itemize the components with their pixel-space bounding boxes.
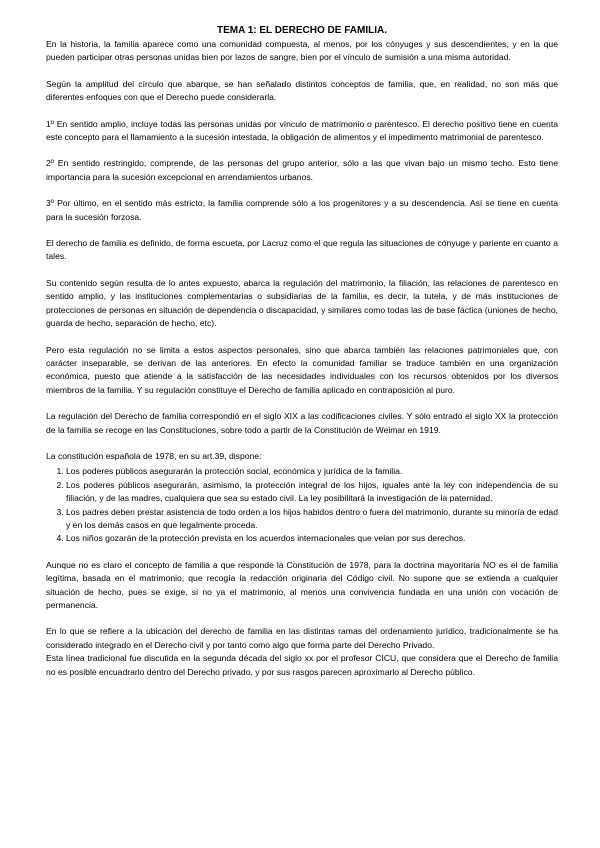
paragraph-private-law-placement: En lo que se refiere a la ubicación del derecho de familia en las distintas ramas del ordenamiento jurídico, tradicionalmente se ha considerado integrado en el Derecho civil y por tanto como algo que forma parte del Derecho Privado. [46, 626, 558, 650]
paragraph-cicu-discussion: Esta línea tradicional fue discutida en la segunda década del siglo xx por el profesor CICU, que considera que el Derecho de familia no es posible encuadrarlo dentro del Derecho privado, y por sus rasgos parecen aproximarlo al Derecho público. [46, 653, 558, 677]
list-item: 1. Los poderes públicos asegurarán la protección social, económica y jurídica de la familia. [66, 465, 558, 478]
paragraph-strict-sense: 3º Por último, en el sentido más estricto, la familia comprende sólo a los progenitores y a su descendencia. Así se tiene en cuenta para la sucesión forzosa. [46, 198, 558, 222]
paragraph-lacruz-definition: El derecho de familia es definido, de forma escueta, por Lacruz como el que regula las situaciones de cónyuge y pariente en cuanto a tales. [46, 238, 558, 262]
document-title: TEMA 1: EL DERECHO DE FAMILIA. [216, 25, 387, 36]
paragraph-restricted-sense: 2º En sentido restringido, comprende, de las personas del grupo anterior, sólo a las que vivan bajo un mismo techo. Esto tiene importancia para la sucesión excepcional en arrendamientos urbanos. [46, 158, 558, 182]
paragraph-family-history: En la historia, la familia aparece como una comunidad compuesta, al menos, por los cónyuges y sus descendientes, y en la que pueden participar otras personas unidas bien por lazos de sangre, bien por el vínculo de sumisión a una misma autoridad. [46, 39, 558, 63]
paragraph-broad-sense: 1º En sentido amplio, incluye todas las personas unidas por vínculo de matrimonio o parentesco. El derecho positivo tiene en cuenta este concepto para el llamamiento a la sucesión intestada, la obligación de alimentos y el impedimento matrimonial de parentesco. [46, 118, 558, 143]
paragraph-family-concepts: Según la amplitud del círculo que abarque, se han señalado distintos conceptos de familia, que, en realidad, no son más que diferentes enfoques con que el Derecho puede considerarla. [46, 78, 558, 103]
constitution-article-list [46, 465, 558, 545]
list-item: 3. Los padres deben prestar asistencia de todo orden a los hijos habidos dentro o fuera del matrimonio, durante su minoría de edad y en los demás casos en que legalmente proceda. [66, 506, 558, 533]
list-item: 4. Los niños gozarán de la protección prevista en los acuerdos internacionales que velan por sus derechos. [66, 532, 558, 545]
paragraph-constitution-lead: La constitución española de 1978, en su art.39, dispone: [46, 450, 262, 461]
paragraph-patrimonial-relations: Pero esta regulación no se limita a estos aspectos personales, sino que abarca también las relaciones patrimoniales que, con carácter inseparable, se derivan de las anteriores. En efecto la comunidad familiar se traduce también en una organización económica, puesto que atiende a la satisfacción de las necesidades individuales con los recursos obtenidos por los diversos miembros de la familia. Y su regulación constituye el Derecho de familia aplicado en contraposición al puro. [46, 344, 558, 395]
document-page [46, 24, 558, 679]
paragraph-constitution-interpretation: Aunque no es claro el concepto de familia a que responde la Constitución de 1978, para la doctrina mayoritaria NO es el de familia legítima, basada en el matrimonio, que recogía la redacción originaria del Código civil. No supone que se extienda a cualquier situación de hecho, pues se exige, si no ya el matrimonio, al menos una convivencia fundada en una unión con vocación de permanencia. [46, 559, 558, 610]
paragraph-content-scope: Su contenido según resulta de lo antes expuesto, abarca la regulación del matrimonio, la filiación, las relaciones de parentesco en sentido amplio, y las instituciones complementarias o subsidiarias de la familia, es decir, la tutela, y de más instituciones de protecciones de personas en situación de dependencia o discapacidad, y similares como todas las de base fáctica (uniones de hecho, guarda de hecho, separación de hecho, etc). [46, 277, 558, 329]
paragraph-codification-history: La regulación del Derecho de familia correspondió en el siglo XIX a las codificaciones civiles. Y sólo entrado el siglo XX la protección de la familia se recoge en las Constituciones, sobre todo a partir de la Constitución de Weimar en 1919. [46, 411, 558, 435]
list-item: 2. Los poderes públicos asegurarán, asimismo, la protección integral de los hijos, iguales ante la ley con independencia de su filiación, y de las madres, cualquiera que sea su estado civil. La ley posibilitará la investigación de la paternidad. [66, 479, 558, 506]
